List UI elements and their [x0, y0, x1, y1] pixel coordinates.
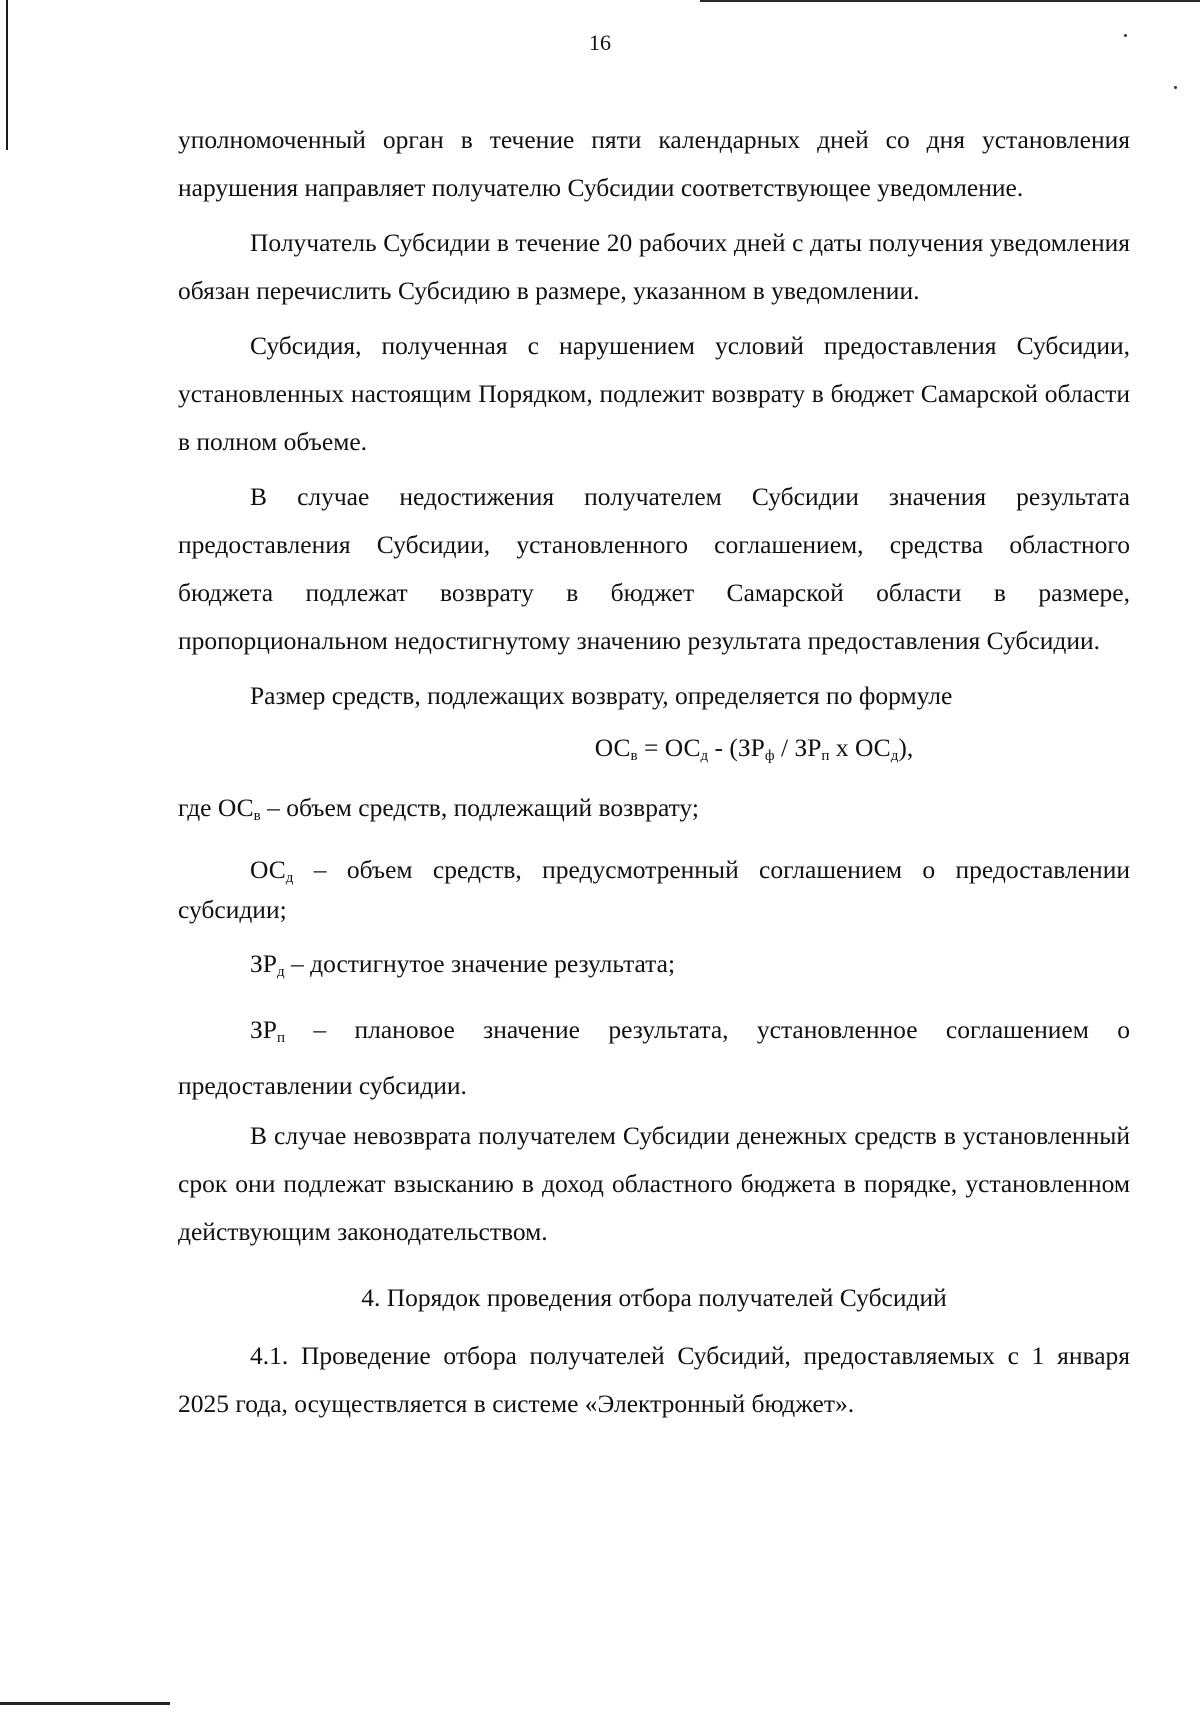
- definition-zr-d: $ЗР_д$ – достигнутое значение результата;: [250, 949, 676, 980]
- paragraph-notice: уполномоченный орган в течение пяти календарных дней со дня установления нарушения направляет получателю Субсидии соответствующее уведомление.: [178, 125, 1130, 202]
- paragraph-non-return: В случае невозврата получателем Субсидии денежных средств в установленный срок они подлежат взысканию в доход областного бюджета в порядке, установленном действующим законодательством.: [178, 1121, 1130, 1246]
- scan-edge-line-top: [700, 0, 1200, 2]
- definition-zr-p: $ЗР_п$ – плановое значение результата, установленное соглашением о предоставлении субсидии.: [178, 1015, 1130, 1100]
- paragraph-transfer: Получатель Субсидии в течение 20 рабочих дней с даты получения уведомления обязан перечислить Субсидию в размере, указанном в уведомлении.: [178, 228, 1130, 305]
- paragraph-formula-intro: Размер средств, подлежащих возврату, определяется по формуле: [250, 681, 953, 710]
- scan-speck: [1174, 86, 1177, 89]
- paragraph-violation-return: Субсидия, полученная с нарушением условий предоставления Субсидии, установленных настоящим Порядком, подлежит возврату в бюджет Самарской области в полном объеме.: [178, 331, 1130, 456]
- paragraph-underachievement: В случае недостижения получателем Субсидии значения результата предоставления Субсидии, установленного соглашением, средства областного бюджета подлежат возврату в бюджет Самарской области в размере, пропорциональном недостигнутому значению результата предоставления Субсидии.: [178, 482, 1130, 655]
- definition-os-d: $ОС_д$ – объем средств, предусмотренный соглашением о предоставлении субсидии;: [178, 855, 1130, 924]
- return-formula: $ОС_в = ОС_д - (ЗР_ф / ЗР_п$ х $ОС_д$),: [594, 733, 914, 764]
- page-number: 16: [589, 30, 611, 55]
- section-title: 4. Порядок проведения отбора получателей Субсидий: [361, 1283, 947, 1312]
- document-body: [178, 116, 1130, 1428]
- definition-os-v: где $ОС_в$ – объем средств, подлежащий возврату;: [178, 793, 699, 824]
- scan-edge-line-bottom: [0, 1702, 170, 1705]
- paragraph-selection-procedure: 4.1. Проведение отбора получателей Субсидий, предоставляемых с 1 января 2025 года, осуществляется в системе «Электронный бюджет».: [178, 1341, 1130, 1418]
- scan-edge-line-left: [6, 0, 8, 150]
